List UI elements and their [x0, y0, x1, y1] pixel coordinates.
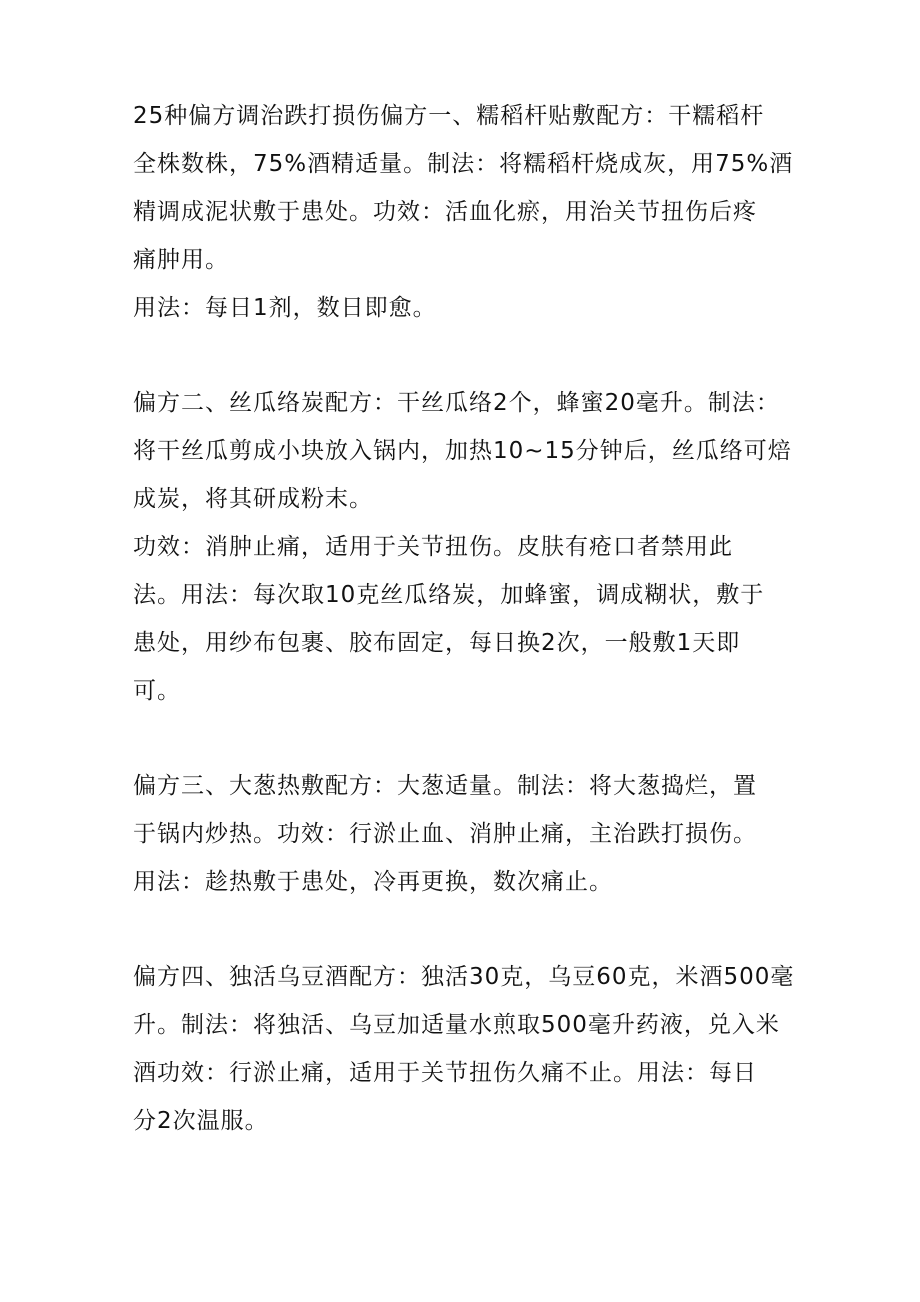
text-line: 成炭，将其研成粉末。	[133, 486, 373, 512]
text-line: 分2次温服。	[133, 1108, 269, 1134]
text-line: 偏方三、大葱热敷配方：大葱适量。制法：将大葱捣烂，置	[133, 773, 757, 799]
text-line: 于锅内炒热。功效：行淤止血、消肿止痛，主治跌打损伤。	[133, 821, 757, 847]
text-line: 法。用法：每次取10克丝瓜络炭，加蜂蜜，调成糊状，敷于	[133, 582, 765, 608]
text-line: 偏方二、丝瓜络炭配方：干丝瓜络2个，蜂蜜20毫升。制法：	[133, 390, 780, 416]
text-line: 功效：消肿止痛，适用于关节扭伤。皮肤有疮口者禁用此	[133, 534, 733, 560]
text-line: 用法：趁热敷于患处，冷再更换，数次痛止。	[133, 869, 613, 895]
text-line: 将干丝瓜剪成小块放入锅内，加热10~15分钟后，丝瓜络可焙	[133, 438, 792, 464]
text-line: 升。制法：将独活、乌豆加适量水煎取500毫升药液，兑入米	[133, 1012, 780, 1038]
text-line: 患处，用纱布包裹、胶布固定，每日换2次，一般敷1天即	[133, 630, 741, 656]
text-line: 用法：每日1剂，数日即愈。	[133, 295, 437, 321]
text-line: 可。	[133, 678, 181, 704]
text-line: 25种偏方调治跌打损伤偏方一、糯稻杆贴敷配方：干糯稻杆	[133, 103, 765, 129]
text-line: 偏方四、独活乌豆酒配方：独活30克，乌豆60克，米酒500毫	[133, 964, 795, 990]
text-line: 痛肿用。	[133, 247, 229, 273]
text-line: 酒功效：行淤止痛，适用于关节扭伤久痛不止。用法：每日	[133, 1060, 757, 1086]
text-line: 全株数株，75%酒精适量。制法：将糯稻杆烧成灰，用75%酒	[133, 151, 794, 177]
text-line: 精调成泥状敷于患处。功效：活血化瘀，用治关节扭伤后疼	[133, 199, 757, 225]
